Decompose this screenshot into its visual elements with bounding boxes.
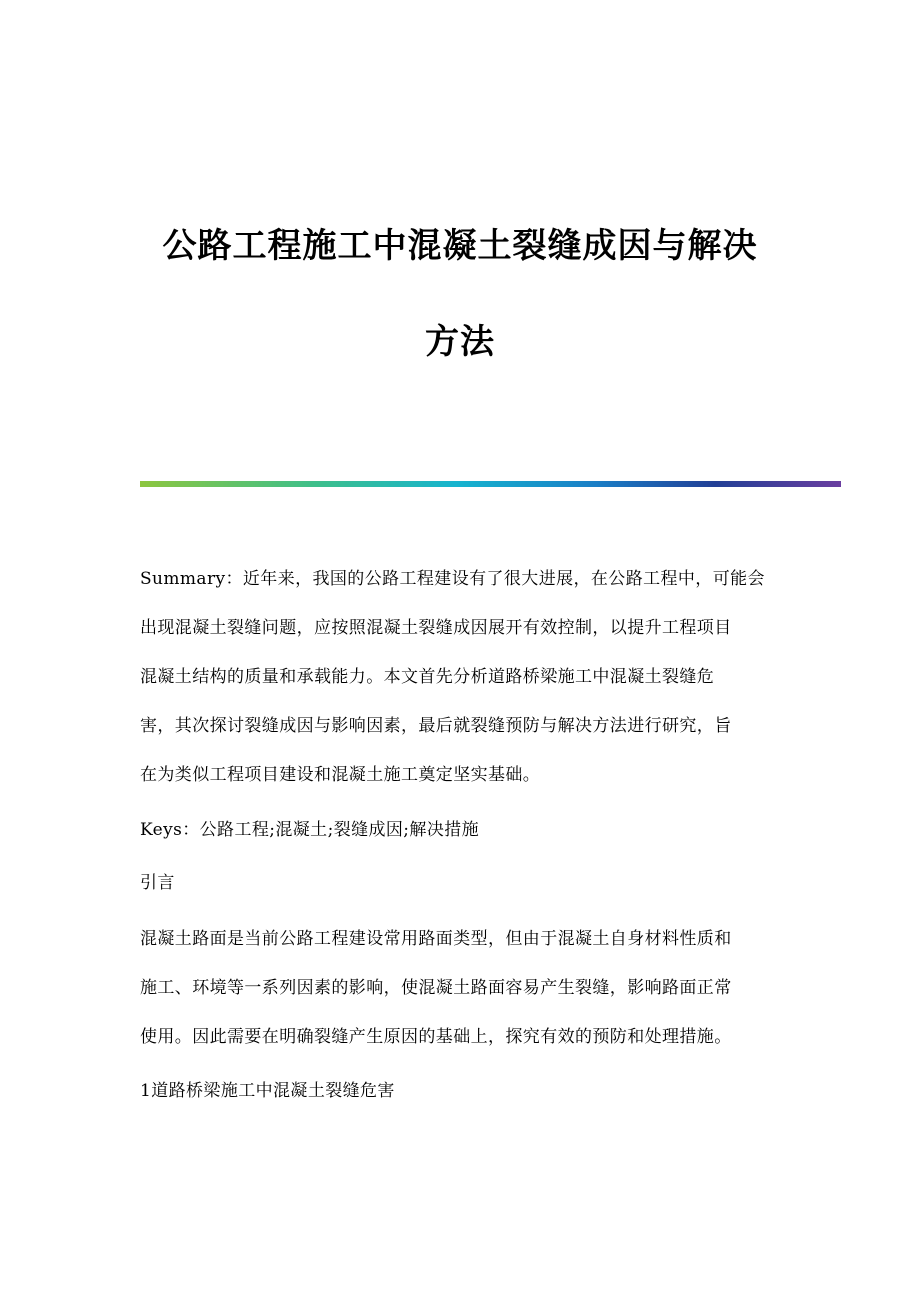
- keywords-text: 公路工程;混凝土;裂缝成因;解决措施: [199, 820, 480, 840]
- summary-paragraph: [140, 555, 780, 800]
- gradient-divider: [140, 481, 841, 487]
- summary-line-3: 混凝土结构的质量和承载能力。本文首先分析道路桥梁施工中混凝土裂缝危: [140, 667, 715, 687]
- document-title-line-2: 方法: [425, 322, 495, 362]
- intro-line-2: 施工、环境等一系列因素的影响，使混凝土路面容易产生裂缝，影响路面正常: [140, 978, 732, 998]
- intro-line-3: 使用。因此需要在明确裂缝产生原因的基础上，探究有效的预防和处理措施。: [140, 1027, 732, 1047]
- summary-line-1-text: 近年来，我国的公路工程建设有了很大进展，在公路工程中，可能会: [242, 569, 765, 589]
- summary-line-4: 害，其次探讨裂缝成因与影响因素，最后就裂缝预防与解决方法进行研究，旨: [140, 716, 732, 736]
- document-title-line-1: 公路工程施工中混凝土裂缝成因与解决: [162, 226, 758, 266]
- intro-heading: [140, 859, 780, 908]
- intro-paragraph: [140, 915, 780, 1062]
- section-heading: [140, 1067, 780, 1116]
- summary-line-1: [140, 555, 780, 604]
- summary-label: Summary：: [140, 569, 243, 589]
- intro-line-1: 混凝土路面是当前公路工程建设常用路面类型，但由于混凝土自身材料性质和: [140, 929, 732, 949]
- summary-line-5: 在为类似工程项目建设和混凝土施工奠定坚实基础。: [140, 765, 541, 785]
- intro-heading-text: 引言: [140, 873, 175, 893]
- keywords-label: Keys：: [140, 820, 200, 840]
- keywords-line: [140, 806, 780, 855]
- summary-line-2: 出现混凝土裂缝问题，应按照混凝土裂缝成因展开有效控制，以提升工程项目: [140, 618, 732, 638]
- section-heading-text: 1道路桥梁施工中混凝土裂缝危害: [140, 1081, 395, 1101]
